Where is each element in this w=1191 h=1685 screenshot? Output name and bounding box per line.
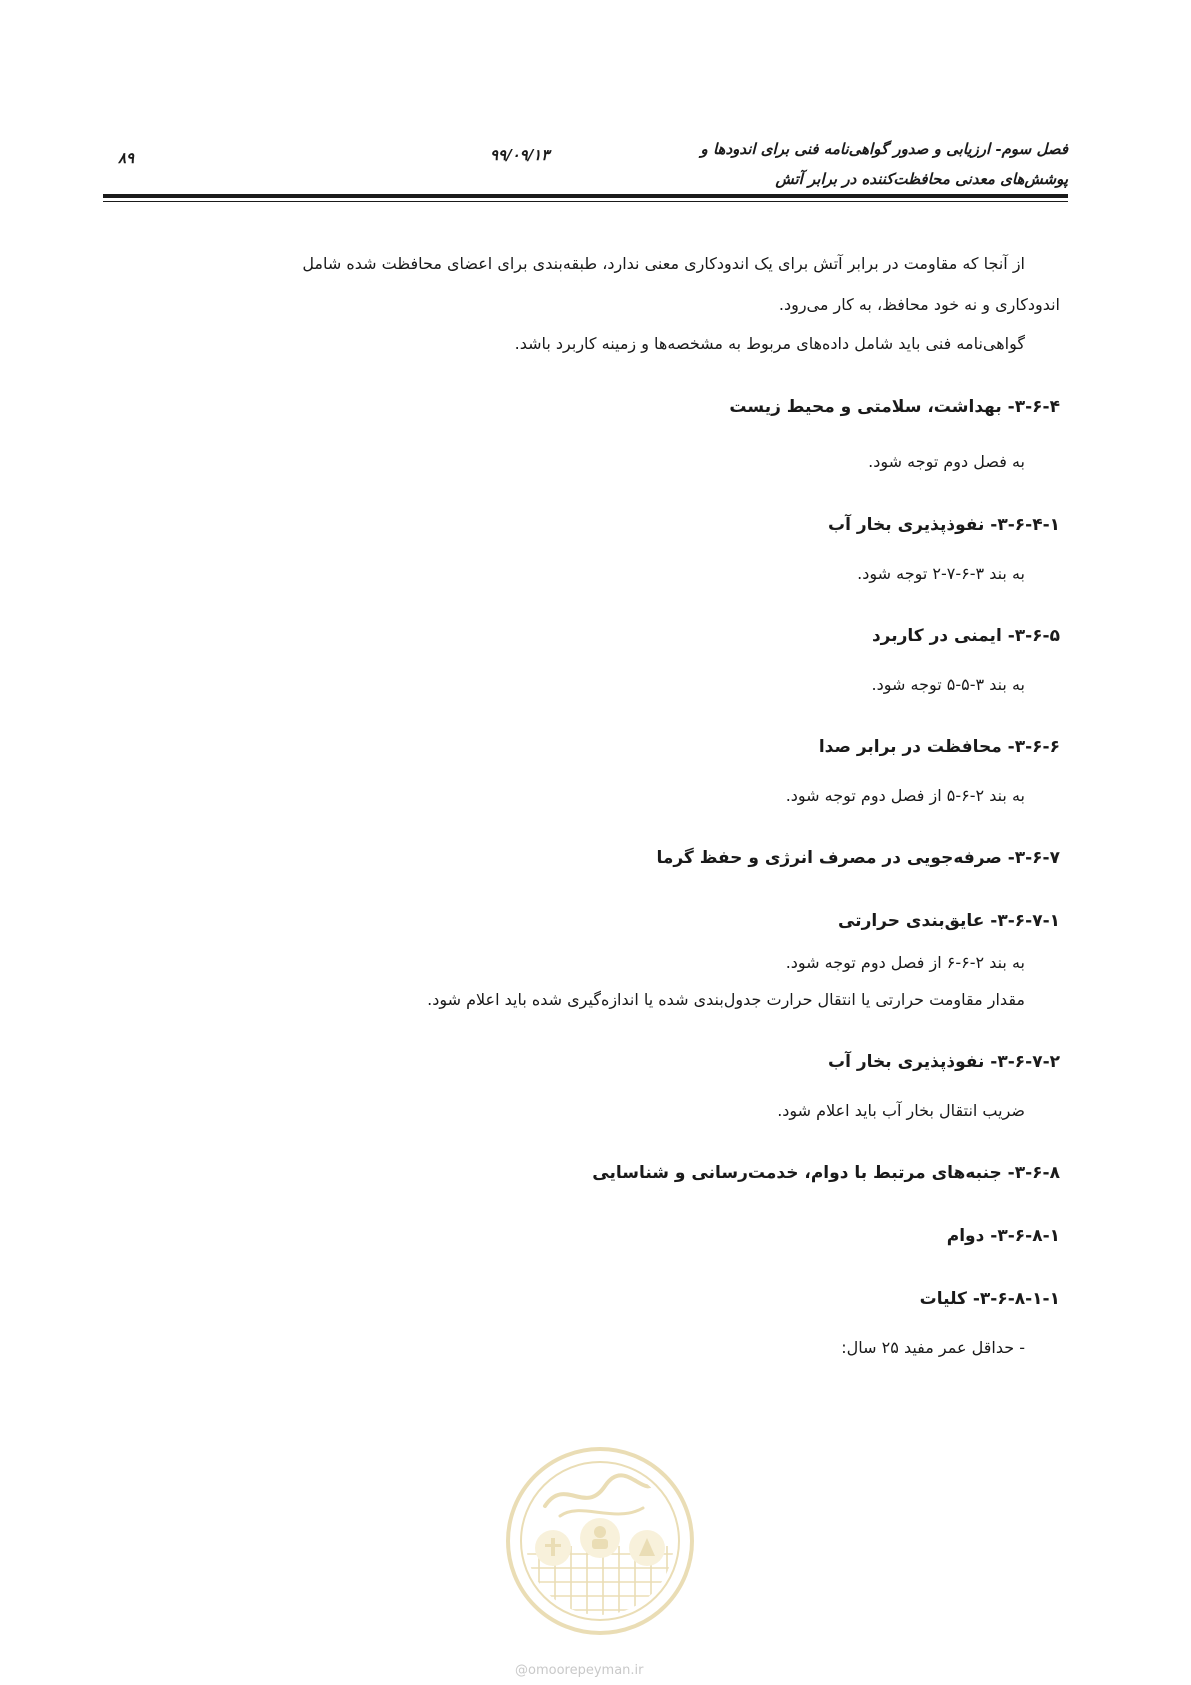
header-date: ۹۹/۰۹/۱۳: [490, 146, 550, 164]
header-title-line-2: پوشش‌های معدنی محافظت‌کننده در برابر آتش: [775, 170, 1068, 188]
watermark-script: [545, 1475, 655, 1506]
watermark-logo: [505, 1446, 695, 1636]
header-title-line-1: فصل سوم- ارزیابی و صدور گواهی‌نامه فنی برای اندودها و: [700, 140, 1068, 158]
section-heading-3-6-8-1: ۳-۶-۸-۱- دوام: [946, 1226, 1060, 1246]
page-number: ۸۹: [118, 149, 135, 167]
section-heading-3-6-5: ۳-۶-۵- ایمنی در کاربرد: [871, 626, 1060, 646]
section-text-3-6-6: به بند ۲-۶-۵ از فصل دوم توجه شود.: [785, 786, 1025, 805]
watermark-emblems: [535, 1518, 665, 1566]
intro-paragraph-line-1: از آنجا که مقاومت در برابر آتش برای یک اندودکاری معنی ندارد، طبقه‌بندی برای اعضای محافظت شده شامل: [302, 254, 1025, 273]
section-heading-3-6-8-1-1: ۳-۶-۸-۱-۱- کلیات: [919, 1289, 1060, 1309]
section-text-3-6-4-1: به بند ۳-۶-۷-۲ توجه شود.: [857, 564, 1025, 583]
section-heading-3-6-7: ۳-۶-۷- صرفه‌جویی در مصرف انرژی و حفظ گرما: [656, 848, 1060, 868]
section-heading-3-6-4: ۳-۶-۴- بهداشت، سلامتی و محیط زیست: [729, 397, 1060, 417]
header-title: [701, 134, 1069, 194]
watermark-url: @omoorepeyman.ir: [515, 1663, 644, 1678]
section-text-3-6-8-1-1: - حداقل عمر مفید ۲۵ سال:: [841, 1338, 1025, 1357]
page-header: [103, 126, 1068, 198]
section-heading-3-6-6: ۳-۶-۶- محافظت در برابر صدا: [818, 737, 1060, 757]
page-content: [113, 241, 1060, 1362]
section-heading-3-6-8: ۳-۶-۸- جنبه‌های مرتبط با دوام، خدمت‌رسانی و شناسایی: [592, 1163, 1060, 1183]
intro-paragraph-line-2: اندودکاری و نه خود محافظ، به کار می‌رود.: [778, 295, 1060, 314]
section-text-3-6-7-2: ضریب انتقال بخار آب باید اعلام شود.: [777, 1101, 1025, 1120]
section-heading-3-6-7-1: ۳-۶-۷-۱- عایق‌بندی حرارتی: [837, 911, 1060, 931]
header-rule-thick: [103, 194, 1068, 198]
section-heading-3-6-4-1: ۳-۶-۴-۱- نفوذپذیری بخار آب: [828, 515, 1060, 535]
header-rule-thin: [103, 201, 1068, 202]
section-text-3-6-5: به بند ۳-۵-۵ توجه شود.: [871, 675, 1025, 694]
section-text-3-6-7-1-b: مقدار مقاومت حرارتی یا انتقال حرارت جدول‌بندی شده یا اندازه‌گیری شده باید اعلام شود.: [427, 990, 1025, 1009]
section-text-3-6-4: به فصل دوم توجه شود.: [868, 452, 1025, 471]
section-text-3-6-7-1-a: به بند ۲-۶-۶ از فصل دوم توجه شود.: [785, 953, 1025, 972]
intro-paragraph-line-3: گواهی‌نامه فنی باید شامل داده‌های مربوط به مشخصه‌ها و زمینه کاربرد باشد.: [514, 334, 1025, 353]
section-heading-3-6-7-2: ۳-۶-۷-۲- نفوذپذیری بخار آب: [828, 1052, 1060, 1072]
